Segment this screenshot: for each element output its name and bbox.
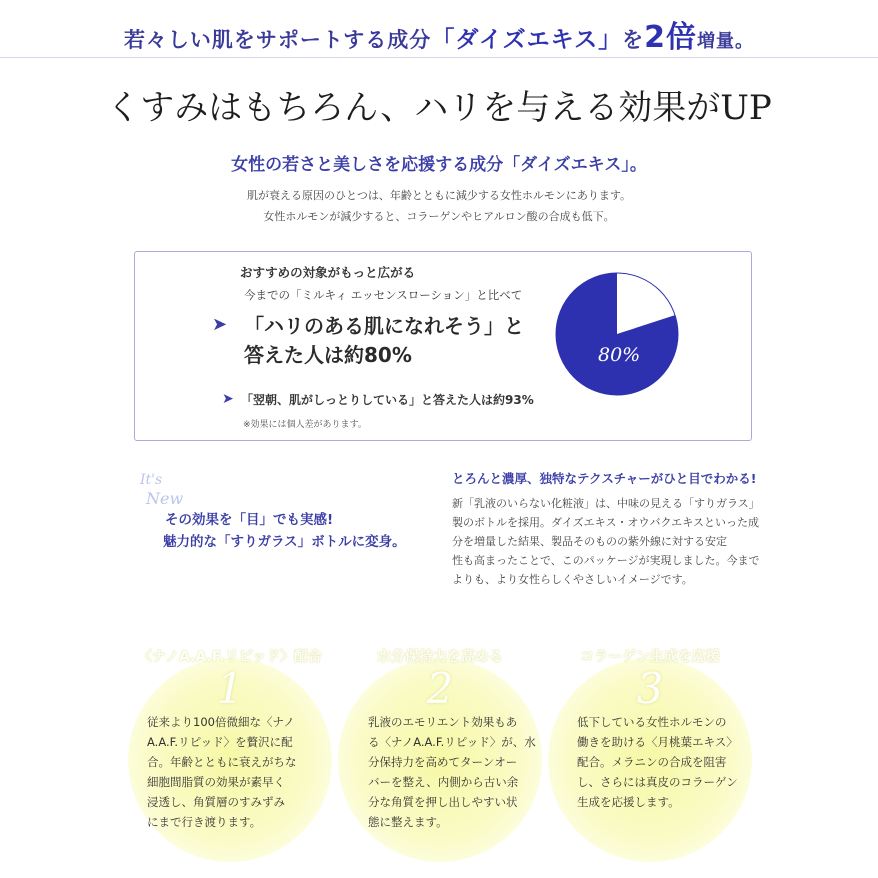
arrow-right-icon: ➤ [222, 391, 234, 407]
point-2-line: バーを整え、内側から古い余 [368, 775, 519, 789]
point-2-line: る〈ナノA.A.F.リピッド〉が、水 [368, 735, 536, 749]
point-3-line: 配合。メラニンの合成を阻害 [577, 755, 727, 769]
intro-line-2: 女性ホルモンが減少すると、コラーゲンやヒアルロン酸の合成も低下。 [263, 210, 615, 223]
point-2-line: 乳液のエモリエント効果もあ [368, 715, 518, 729]
point-1-line: A.A.F.リピッド〉を贅沢に配 [147, 735, 293, 749]
headline: くすみはもちろん、ハリを与える効果がUP [106, 88, 772, 128]
texture-body-line: 新「乳液のいらない化粧液」は、中味の見える「すりガラス」 [452, 497, 760, 510]
point-1-number: 1 [216, 664, 244, 713]
stats-result-1: 答えた人は約80% [244, 343, 412, 367]
stats-result-2: 「翌朝、肌がしっとりしている」と答えた人は約93% [241, 393, 534, 407]
point-2-line: 態に整えます。 [368, 815, 448, 829]
point-1-line: 細胞間脂質の効果が素早く [147, 775, 285, 789]
point-3-number: 3 [636, 664, 664, 713]
texture-title: とろんと濃厚、独特なテクスチャーがひと目でわかる! [452, 471, 757, 486]
stats-compare-text: 今までの「ミルキィ エッセンスローション」と比べて [244, 288, 523, 302]
point-2-line: 分な角質を押し出しやすい状 [368, 795, 518, 809]
point-3-text [577, 712, 738, 812]
stats-quote: 「ハリのある肌になれそう」と [244, 314, 524, 338]
point-3-line: し、さらには真皮のコラーゲン [577, 775, 738, 789]
section-subtitle: 女性の若さと美しさを応援する成分「ダイズエキス」。 [231, 155, 647, 175]
intro-line-1: 肌が衰える原因のひとつは、年齢とともに減少する女性ホルモンにあります。 [247, 189, 631, 202]
point-3-line: 生成を応援します。 [577, 795, 680, 809]
banner-multiplier: 2倍 [644, 20, 698, 55]
its-new-line-1: It's [140, 472, 163, 488]
point-3-arc-label: コラーゲン生成を応援 [580, 649, 720, 665]
new-heading-1: その効果を「目」でも実感! [165, 512, 334, 528]
point-1-line: 従来より100倍微細な〈ナノ [147, 715, 295, 729]
point-1-text [147, 712, 297, 832]
point-1-line: 合。年齢とともに衰えがちな [147, 755, 297, 769]
stats-heading: おすすめの対象がもっと広がる [240, 265, 416, 280]
pie-label: 80% [598, 344, 641, 366]
texture-body-line: よりも、より女性らしくやさしいイメージです。 [452, 573, 693, 586]
texture-body-line: 分を増量した結果、製品そのものの紫外線に対する安定 [452, 535, 727, 548]
stats-note: ※効果には個人差があります。 [243, 420, 367, 430]
banner-title [0, 12, 878, 56]
banner-text-2: を [622, 28, 645, 52]
its-new-line-2: New [146, 489, 184, 508]
banner-text-3: 増量。 [697, 31, 755, 52]
texture-body-line: 性も高まったことで、このパッケージが実現しました。今まで [452, 554, 760, 567]
point-3-line: 低下している女性ホルモンの [577, 715, 727, 729]
point-1-arc-label: 〈ナノA.A.F.リピッド〉配合 [137, 649, 323, 665]
arrow-right-icon: ➤ [212, 314, 228, 335]
its-new-badge [134, 472, 214, 512]
texture-body-line: 製のボトルを採用。ダイズエキス・オウバクエキスといった成 [452, 516, 760, 529]
banner-text-1: 若々しい肌をサポートする成分 [123, 28, 432, 52]
point-1-line: 浸透し、角質層のすみずみ [147, 795, 285, 809]
point-3-line: 働きを助ける〈月桃葉エキス〉 [577, 735, 738, 749]
point-2-number: 2 [426, 664, 454, 713]
point-2-line: 分保持力を高めてターンオー [368, 755, 518, 769]
banner-ingredient: 「ダイズエキス」 [431, 27, 623, 53]
new-heading-2: 魅力的な「すりガラス」ボトルに変身。 [163, 534, 406, 550]
point-1-line: にまで行き渡ります。 [147, 815, 262, 829]
top-banner [0, 0, 878, 58]
banner-divider [0, 57, 878, 58]
point-2-text [368, 712, 536, 832]
point-2-arc-label: 水分保持力を高める [377, 649, 503, 665]
pie-chart [555, 272, 679, 396]
